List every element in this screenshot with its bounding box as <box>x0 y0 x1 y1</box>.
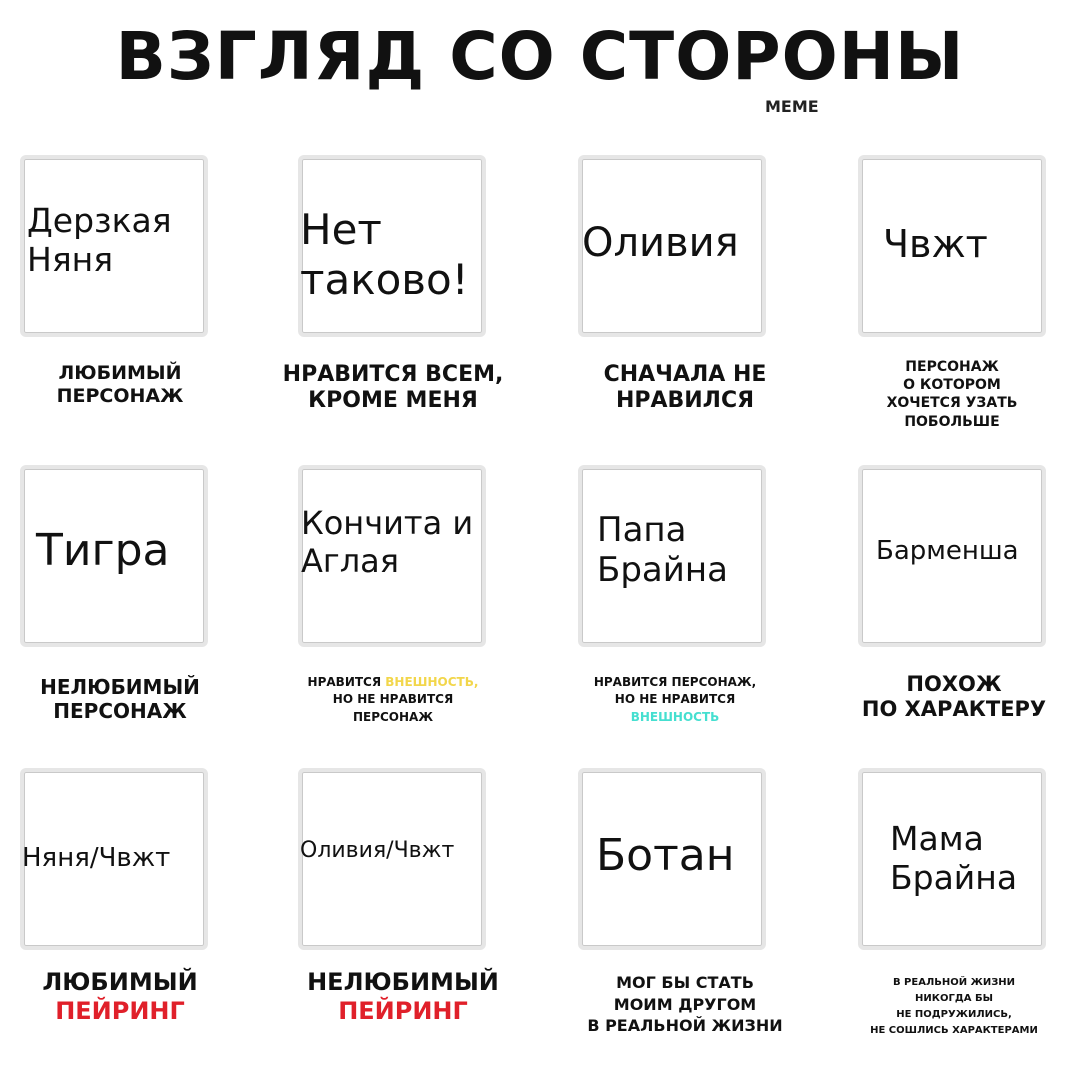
cell-caption-4 <box>862 358 1042 431</box>
caption-line: МОИМ ДРУГОМ <box>613 994 757 1014</box>
cell-entry-line: Оливия/Чвжт <box>300 838 455 863</box>
cell-entry-line: Брайна <box>890 857 1018 897</box>
caption-line: НРАВИТСЯ ВСЕМ, <box>282 362 504 387</box>
cell-entry-8 <box>876 536 1019 567</box>
caption-line: ЛЮБИМЫЙ <box>42 968 198 996</box>
caption-highlight-appearance: ВНЕШНОСТЬ <box>630 709 720 724</box>
caption-line: ПЕРСОНАЖ <box>53 699 187 723</box>
cell-entry-line: Тигра <box>36 525 170 576</box>
cell-entry-line: Ботан <box>596 830 735 881</box>
cell-entry-line: Папа <box>597 510 687 550</box>
cell-entry-3 <box>582 220 739 267</box>
cell-entry-2 <box>300 205 469 304</box>
cell-caption-7 <box>555 674 795 726</box>
caption-line: НЕЛЮБИМЫЙ <box>307 968 499 996</box>
caption-line: ПЕРСОНАЖ <box>905 359 999 375</box>
caption-line: НРАВИЛСЯ <box>615 388 755 414</box>
caption-line: ПОХОЖ <box>906 672 1002 696</box>
cell-caption-2 <box>268 362 518 415</box>
cell-entry-line: Чвжт <box>883 222 988 266</box>
cell-entry-4 <box>883 222 988 267</box>
cell-entry-line: Брайна <box>597 550 728 591</box>
cell-caption-12 <box>838 975 1070 1039</box>
cell-entry-line: Кончита и <box>301 504 474 542</box>
caption-line: НЕ ПОДРУЖИЛИСЬ, <box>896 1009 1012 1020</box>
caption-line: НО НЕ НРАВИТСЯ <box>614 692 736 707</box>
cell-entry-7 <box>597 510 728 590</box>
cell-caption-3 <box>570 362 800 415</box>
cell-entry-line: Дерзкая <box>27 201 172 240</box>
cell-entry-5 <box>36 525 169 577</box>
caption-line: ПО ХАРАКТЕРУ <box>861 697 1047 722</box>
caption-line: КРОМЕ МЕНЯ <box>308 388 478 414</box>
cell-caption-10 <box>278 968 528 1026</box>
cell-entry-line: Мама <box>890 819 984 858</box>
cell-entry-1 <box>27 202 172 280</box>
cell-entry-9 <box>22 843 170 874</box>
cell-entry-line: Оливия <box>582 220 739 266</box>
cell-caption-6 <box>268 674 518 726</box>
caption-highlight-appearance: ВНЕШНОСТЬ, <box>385 675 479 689</box>
cell-caption-9 <box>10 968 230 1026</box>
cell-caption-5 <box>10 675 230 723</box>
caption-line-pairing: ПЕЙРИНГ <box>338 996 468 1025</box>
cell-entry-line: Нет <box>300 205 382 254</box>
caption-line: НРАВИТСЯ ПЕРСОНАЖ, <box>593 675 757 689</box>
cell-entry-line: Аглая <box>301 541 400 580</box>
cell-entry-12 <box>890 820 1017 898</box>
caption-line: МОГ БЫ СТАТЬ <box>616 973 754 992</box>
cell-entry-line: Няня/Чвжт <box>22 843 171 873</box>
cell-entry-line: Няня <box>27 239 114 279</box>
caption-line: ПОБОЛЬШЕ <box>904 413 1000 430</box>
caption-line: ХОЧЕТСЯ УЗАТЬ <box>886 395 1018 412</box>
cell-caption-8 <box>838 672 1070 722</box>
cell-entry-line: Барменша <box>876 536 1019 566</box>
caption-line: О КОТОРОМ <box>903 377 1001 394</box>
caption-line <box>268 674 518 691</box>
caption-line: В РЕАЛЬНОЙ ЖИЗНИ <box>587 1016 783 1036</box>
caption-line: НИКОГДА БЫ <box>915 993 993 1004</box>
caption-line: В РЕАЛЬНОЙ ЖИЗНИ <box>892 977 1016 988</box>
caption-line: СНАЧАЛА НЕ <box>603 362 767 387</box>
cell-entry-6 <box>301 505 473 581</box>
caption-line: НО НЕ НРАВИТСЯ <box>332 692 454 707</box>
cell-entry-10 <box>300 838 454 864</box>
page-title: ВЗГЛЯД СО СТОРОНЫ <box>115 18 965 95</box>
caption-line-pairing: ПЕЙРИНГ <box>55 996 185 1025</box>
caption-line: ПЕРСОНАЖ <box>56 384 184 407</box>
meme-tag: MEME <box>765 97 819 116</box>
caption-line: НЕЛЮБИМЫЙ <box>40 675 200 699</box>
caption-line: ЛЮБИМЫЙ <box>58 362 182 384</box>
caption-line: НЕ СОШЛИСЬ ХАРАКТЕРАМИ <box>870 1025 1038 1036</box>
cell-caption-11 <box>560 972 810 1037</box>
cell-caption-1 <box>15 362 225 408</box>
caption-line: ПЕРСОНАЖ <box>352 709 434 724</box>
caption-word: НРАВИТСЯ <box>307 675 382 689</box>
cell-entry-11 <box>596 830 734 882</box>
cell-entry-line: таково! <box>300 254 469 304</box>
